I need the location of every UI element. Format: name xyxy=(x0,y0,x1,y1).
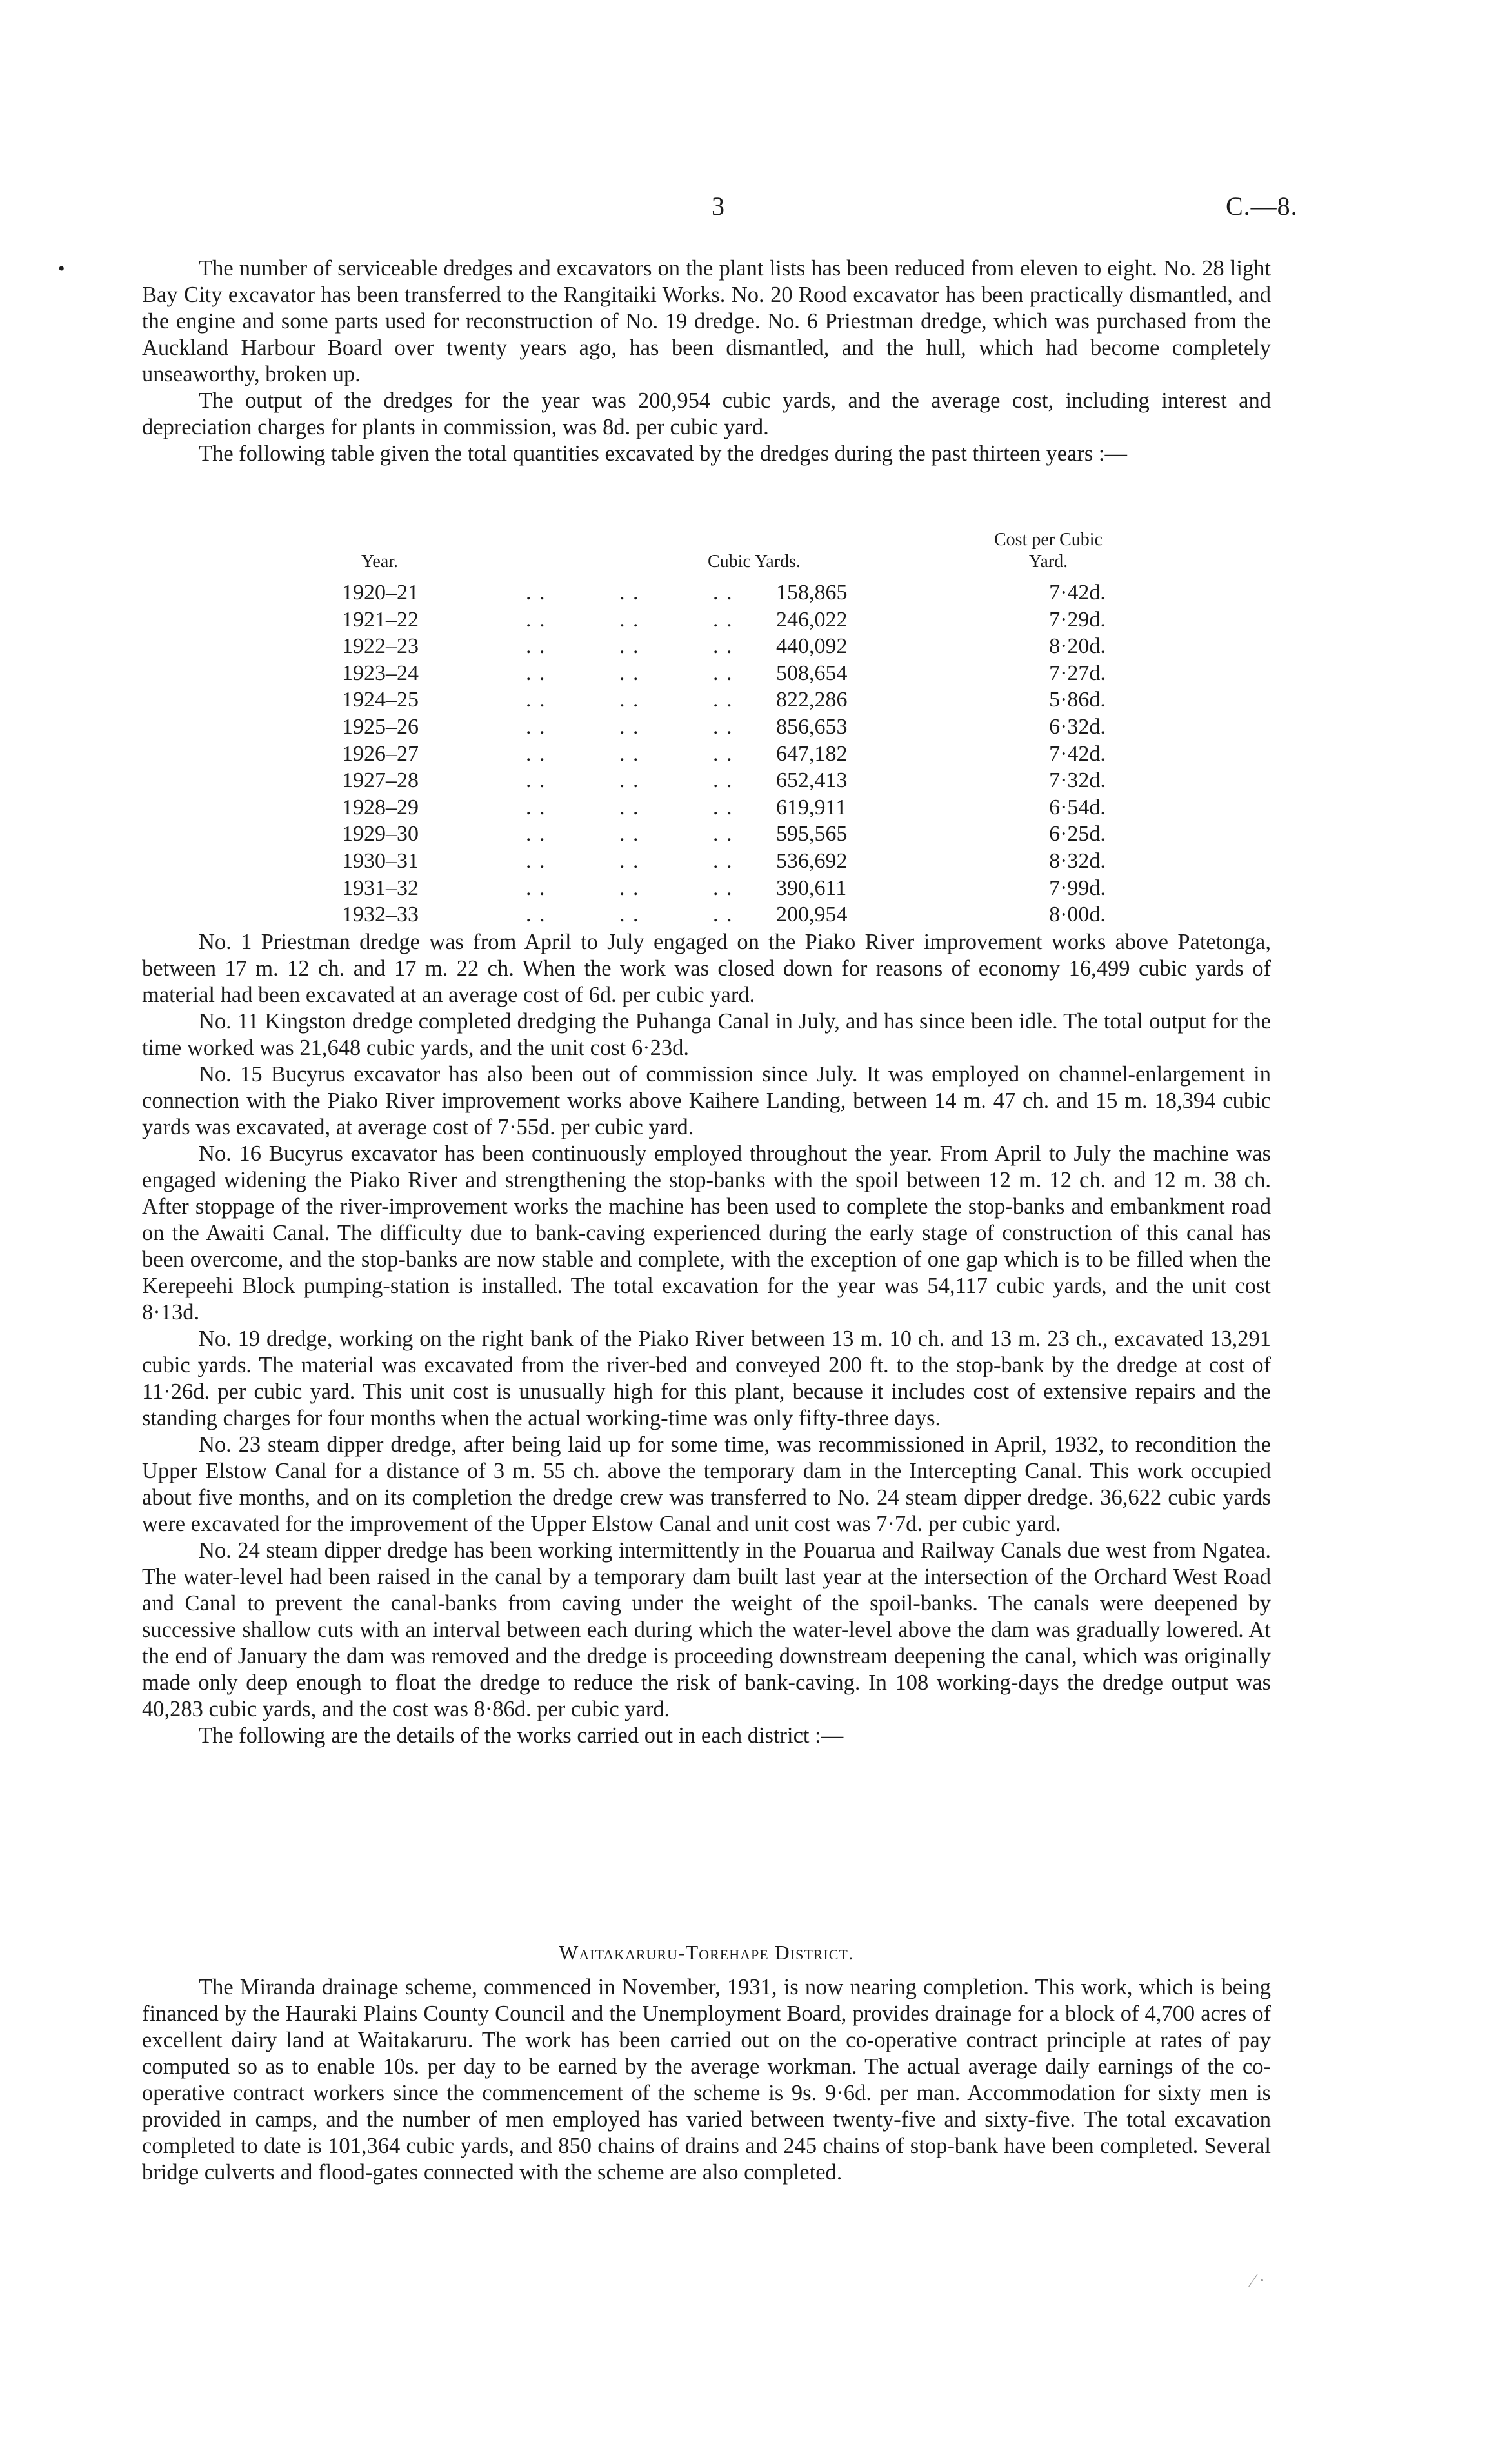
cell-year: 1924–25 xyxy=(342,688,419,712)
cell-cost: 7·99d. xyxy=(1049,876,1106,900)
cell-cost: 7·27d. xyxy=(1049,661,1106,685)
table-row xyxy=(142,714,1271,741)
cell-year: 1927–28 xyxy=(342,768,419,793)
cell-cubic-yards: 246,022 xyxy=(776,607,848,632)
cell-cost: 5·86d. xyxy=(1049,688,1106,712)
paragraph-no24-dipper: No. 24 steam dipper dredge has been working intermittently in the Pouarua and Railway Canals due west from Ngatea. The water-level had been raised in the canal by a temporary dam built last year at the intersection of the Orchard West Road and Canal to prevent the canal-banks from caving under the weight of the spoil-banks. The canals were deepened by successive shallow cuts with an interval between each during which the water-level above the dam was gradually lowered. At the end of January the dam was removed and the dredge is proceeding downstream deepening the canal, which was originally made only deep enough to float the dredge to reduce the risk of bank-caving. In 108 working-days the dredge output was 40,283 cubic yards, and the cost was 8·86d. per cubic yard. xyxy=(142,1538,1271,1721)
table-row xyxy=(142,686,1271,714)
cell-cost: 6·25d. xyxy=(1049,822,1106,846)
leader-dots: . . . . . . xyxy=(526,848,734,873)
cell-cubic-yards: 536,692 xyxy=(776,848,848,873)
page-number: 3 xyxy=(712,192,724,221)
cell-cubic-yards: 390,611 xyxy=(776,876,847,900)
cell-year: 1921–22 xyxy=(342,607,419,632)
table-row xyxy=(142,660,1271,687)
cell-year: 1928–29 xyxy=(342,795,419,819)
paragraph-no19-dredge: No. 19 dredge, working on the right bank of the Piako River between 13 m. 10 ch. and 13 m. 23 ch., excavated 13,291 cubic yards. The material was excavated from the river-bed and conveyed 200 ft. to the stop-bank by the dredge at cost of 11·26d. per cubic yard. This unit cost is unusually high for this plant, because it includes cost of extensive repairs and the standing charges for four months when the actual working-time was only fifty-three days. xyxy=(142,1327,1271,1430)
table-row xyxy=(142,741,1271,768)
cell-cost: 8·00d. xyxy=(1049,903,1106,927)
table-row xyxy=(142,606,1271,634)
table-row xyxy=(142,579,1271,606)
leader-dots: . . . . . . xyxy=(526,795,734,819)
table-row xyxy=(142,794,1271,821)
leader-dots: . . . . . . xyxy=(526,822,734,846)
dredge-details-text xyxy=(142,929,1271,1749)
cell-cost: 7·42d. xyxy=(1049,741,1106,766)
cell-year: 1923–24 xyxy=(342,661,419,685)
table-row xyxy=(142,875,1271,902)
section-heading-waitakaruru-torehape: Waitakaruru-Torehape District. xyxy=(559,1941,854,1964)
paragraph-no1-priestman: No. 1 Priestman dredge was from April to July engaged on the Piako River improvement works above Patetonga, between 17 m. 12 ch. and 17 m. 22 ch. When the work was closed down for reasons of economy 16,499 cubic yards of material had been excavated at an average cost of 6d. per cubic yard. xyxy=(142,930,1271,1007)
leader-dots: . . . . . . xyxy=(526,688,734,712)
cell-cost: 6·54d. xyxy=(1049,795,1106,819)
leader-dots: . . . . . . xyxy=(526,607,734,632)
paragraph-miranda-scheme: The Miranda drainage scheme, commenced in November, 1931, is now nearing completion. This work, which is being financed by the Hauraki Plains County Council and the Unemployment Board, provides drainage for a block of 4,700 acres of excellent dairy land at Waitakaruru. The work has been carried out on the co-operative contract principle at rates of pay computed so as to enable 10s. per day to be earned by the average workman. The actual average daily earnings of the co-operative contract workers since the commencement of the scheme is 9s. 9·6d. per man. Accommodation for sixty men is provided in camps, and the number of men employed has varied between twenty-five and sixty-five. The total excavation completed to date is 101,364 cubic yards, and 850 chains of drains and 245 chains of stop-bank have been completed. Several bridge culverts and flood-gates connected with the scheme are also completed. xyxy=(142,1975,1271,2185)
paragraph-district-intro: The following are the details of the works carried out in each district :— xyxy=(199,1723,844,1748)
cell-cost: 8·20d. xyxy=(1049,634,1106,659)
column-header-cost: Cost per Cubic Yard. xyxy=(994,530,1103,572)
cell-cubic-yards: 508,654 xyxy=(776,661,848,685)
table-row xyxy=(142,633,1271,660)
table-header xyxy=(142,521,1271,579)
cell-year: 1932–33 xyxy=(342,903,419,927)
table-row xyxy=(142,767,1271,794)
cell-cubic-yards: 619,911 xyxy=(776,795,847,819)
cell-cubic-yards: 822,286 xyxy=(776,688,848,712)
report-reference: C.—8. xyxy=(1226,192,1298,221)
cell-cost: 8·32d. xyxy=(1049,848,1106,873)
district-text xyxy=(142,1974,1271,2186)
pencil-mark: ⁄ · xyxy=(1252,2271,1265,2291)
cell-cubic-yards: 158,865 xyxy=(776,581,848,605)
cell-cost: 7·29d. xyxy=(1049,607,1106,632)
paragraph-plant-reduction: The number of serviceable dredges and excavators on the plant lists has been reduced from eleven to eight. No. 28 light Bay City excavator has been transferred to the Rangitaiki Works. No. 20 Rood excavator has been practically dismantled, and the engine and some parts used for reconstruction of No. 19 dredge. No. 6 Priestman dredge, which was purchased from the Auckland Harbour Board over twenty years ago, has been dismantled, and the hull, which had become completely unseaworthy, broken up. xyxy=(142,256,1271,386)
table-body xyxy=(142,579,1271,928)
column-header-cubic-yards: Cubic Yards. xyxy=(708,552,801,572)
table-row xyxy=(142,901,1271,928)
margin-mark: • xyxy=(58,258,65,279)
cell-year: 1930–31 xyxy=(342,848,419,873)
cell-cubic-yards: 856,653 xyxy=(776,714,848,739)
cell-cost: 6·32d. xyxy=(1049,714,1106,739)
table-row xyxy=(142,848,1271,875)
leader-dots: . . . . . . xyxy=(526,876,734,900)
paragraph-no15-bucyrus: No. 15 Bucyrus excavator has also been out of commission since July. It was employed on channel-enlargement in connection with the Piako River improvement works above Kaihere Landing, between 14 m. 47 ch. and 15 m. 18,394 cubic yards was excavated, at average cost of 7·55d. per cubic yard. xyxy=(142,1062,1271,1139)
column-header-year: Year. xyxy=(361,552,399,572)
leader-dots: . . . . . . xyxy=(526,903,734,927)
paragraph-no16-bucyrus: No. 16 Bucyrus excavator has been continuously employed throughout the year. From April to July the machine was engaged widening the Piako River and strengthening the stop-banks with the spoil between 12 m. 12 ch. and 12 m. 38 ch. After stoppage of the river-improvement works the machine has been used to complete the stop-banks and embankment road on the Awaiti Canal. The difficulty due to bank-caving experienced during the early stage of construction of this canal has been overcome, and the stop-banks are now stable and complete, with the exception of one gap which is to be filled when the Kerepeehi Block pumping-station is installed. The total excavation for the year was 54,117 cubic yards, and the unit cost 8·13d. xyxy=(142,1141,1271,1325)
cell-cubic-yards: 595,565 xyxy=(776,822,848,846)
dredge-output-table xyxy=(142,521,1271,928)
cell-cubic-yards: 200,954 xyxy=(776,903,848,927)
cell-cubic-yards: 652,413 xyxy=(776,768,848,793)
cell-cost: 7·32d. xyxy=(1049,768,1106,793)
cell-cubic-yards: 440,092 xyxy=(776,634,848,659)
leader-dots: . . . . . . xyxy=(526,714,734,739)
cell-year: 1929–30 xyxy=(342,822,419,846)
cell-cubic-yards: 647,182 xyxy=(776,741,848,766)
leader-dots: . . . . . . xyxy=(526,634,734,659)
cell-year: 1920–21 xyxy=(342,581,419,605)
cell-year: 1922–23 xyxy=(342,634,419,659)
table-row xyxy=(142,821,1271,848)
paragraph-no23-dipper: No. 23 steam dipper dredge, after being laid up for some time, was recommissioned in April, 1932, to recondition the Upper Elstow Canal for a distance of 3 m. 55 ch. above the temporary dam in the Intercepting Canal. This work occupied about five months, and on its completion the dredge crew was transferred to No. 24 steam dipper dredge. 36,622 cubic yards were excavated for the improvement of the Upper Elstow Canal and unit cost was 7·7d. per cubic yard. xyxy=(142,1432,1271,1536)
intro-text xyxy=(142,255,1271,467)
cell-year: 1931–32 xyxy=(342,876,419,900)
leader-dots: . . . . . . xyxy=(526,741,734,766)
cell-cost: 7·42d. xyxy=(1049,581,1106,605)
paragraph-no11-kingston: No. 11 Kingston dredge completed dredging the Puhanga Canal in July, and has since been idle. The total output for the time worked was 21,648 cubic yards, and the unit cost 6·23d. xyxy=(142,1009,1271,1060)
leader-dots: . . . . . . xyxy=(526,768,734,793)
leader-dots: . . . . . . xyxy=(526,581,734,605)
leader-dots: . . . . . . xyxy=(526,661,734,685)
paragraph-table-intro: The following table given the total quantities excavated by the dredges during the past thirteen years :— xyxy=(199,441,1127,466)
cell-year: 1925–26 xyxy=(342,714,419,739)
cell-year: 1926–27 xyxy=(342,741,419,766)
paragraph-output-summary: The output of the dredges for the year was 200,954 cubic yards, and the average cost, including interest and depreciation charges for plants in commission, was 8d. per cubic yard. xyxy=(142,388,1271,439)
